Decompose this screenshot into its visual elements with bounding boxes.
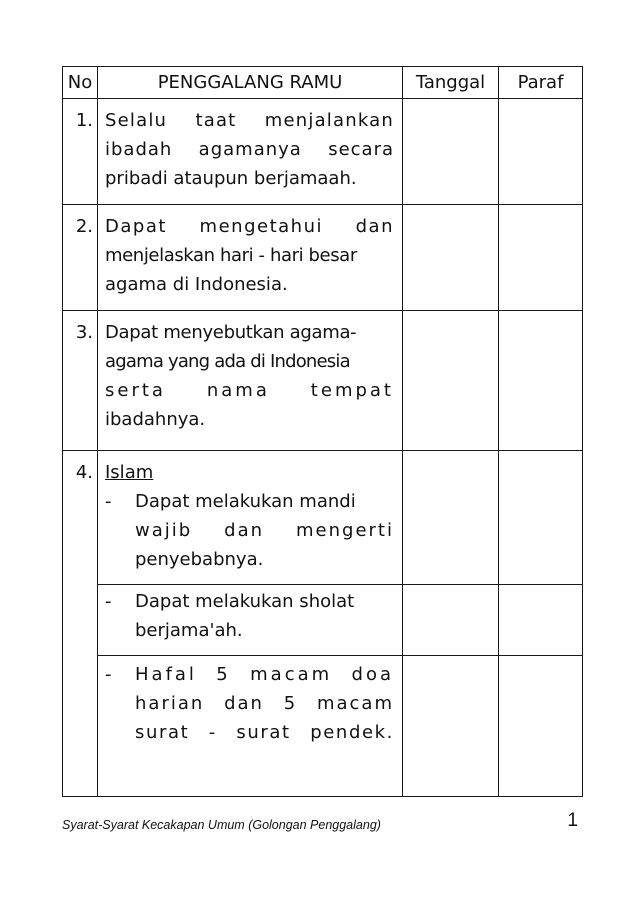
bullet-dash: - (105, 491, 112, 512)
paraf-cell[interactable] (499, 99, 583, 205)
requirement-text (98, 99, 403, 205)
requirement-text (98, 451, 403, 585)
requirement-line: menjelaskan hari - hari besar (105, 245, 357, 266)
requirement-line: Dapat melakukan mandi (135, 491, 356, 512)
tanggal-cell[interactable] (403, 451, 499, 585)
table-row (63, 99, 583, 205)
requirement-line: wajib dan mengerti (135, 520, 394, 541)
header-no: No (63, 67, 98, 99)
header-penggalang-ramu: PENGGALANG RAMU (98, 67, 403, 99)
footer-title: Syarat-Syarat Kecakapan Umum (Golongan Penggalang) (62, 818, 381, 832)
requirement-line: agama di Indonesia. (105, 274, 288, 295)
table-row (63, 585, 583, 656)
requirement-line: Dapat mengetahui dan (105, 216, 394, 237)
sub-item (105, 587, 394, 645)
requirement-line: ibadah agamanya secara (105, 139, 394, 160)
paraf-cell[interactable] (499, 311, 583, 451)
requirement-line: ibadahnya. (105, 409, 206, 430)
paraf-cell[interactable] (499, 451, 583, 585)
requirement-text (98, 205, 403, 311)
row-number: 1. (63, 99, 98, 205)
paraf-cell[interactable] (499, 585, 583, 656)
requirement-line: pribadi ataupun berjamaah. (105, 168, 357, 189)
sub-item (105, 487, 394, 574)
bullet-dash: - (105, 591, 112, 612)
table-row (63, 656, 583, 797)
header-tanggal: Tanggal (403, 67, 499, 99)
requirement-line: Hafal 5 macam doa (135, 664, 394, 685)
table-row (63, 311, 583, 451)
requirement-text (98, 585, 403, 656)
paraf-cell[interactable] (499, 205, 583, 311)
requirement-text (98, 311, 403, 451)
requirement-line: Dapat melakukan sholat (135, 591, 355, 612)
requirement-line: agama yang ada di Indonesia (105, 351, 350, 372)
requirement-line: Selalu taat menjalankan (105, 110, 394, 131)
requirement-line: Dapat menyebutkan agama- (105, 322, 357, 343)
sub-item-text (135, 587, 394, 645)
tanggal-cell[interactable] (403, 99, 499, 205)
tanggal-cell[interactable] (403, 311, 499, 451)
row-number: 4. (63, 451, 98, 797)
requirement-line: serta nama tempat (105, 380, 394, 401)
page-number: 1 (567, 810, 578, 831)
tanggal-cell[interactable] (403, 585, 499, 656)
row-number: 2. (63, 205, 98, 311)
bullet-dash: - (105, 664, 112, 685)
requirement-line: berjama'ah. (135, 620, 243, 641)
sub-item-text (135, 660, 394, 747)
table-row (63, 205, 583, 311)
row-number: 3. (63, 311, 98, 451)
sub-item-text (135, 487, 394, 574)
table-header-row (63, 67, 583, 99)
religion-heading: Islam (105, 462, 154, 483)
skU-checklist-table (62, 66, 583, 797)
sub-item (105, 660, 394, 747)
tanggal-cell[interactable] (403, 205, 499, 311)
paraf-cell[interactable] (499, 656, 583, 797)
requirement-text (98, 656, 403, 797)
table-row (63, 451, 583, 585)
requirement-line: penyebabnya. (135, 549, 264, 570)
requirement-line: surat - surat pendek. (135, 722, 394, 743)
requirement-line: harian dan 5 macam (135, 693, 394, 714)
header-paraf: Paraf (499, 67, 583, 99)
tanggal-cell[interactable] (403, 656, 499, 797)
